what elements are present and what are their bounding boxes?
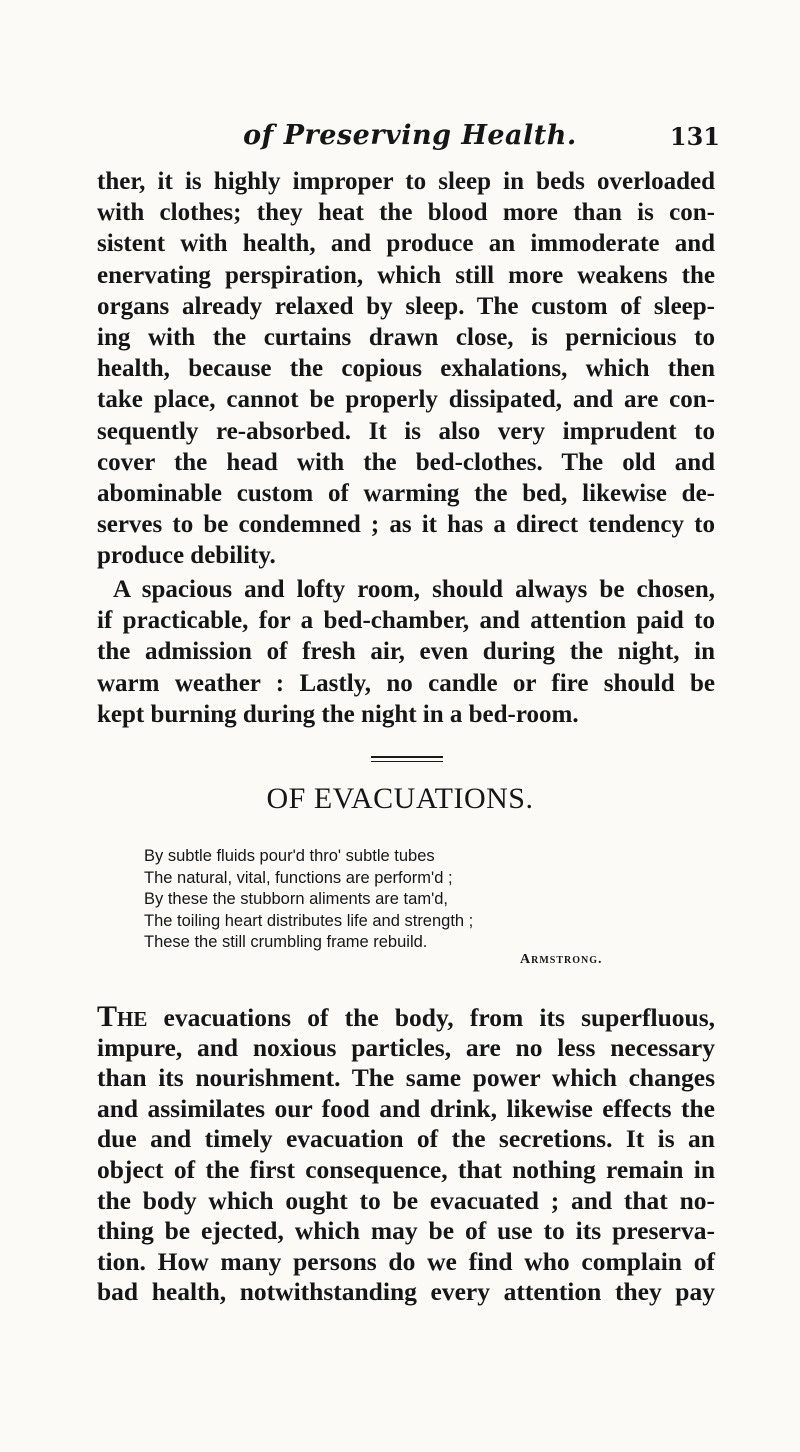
poem-line: The natural, vital, functions are perform'd ; — [144, 868, 453, 887]
page-number: 131 — [669, 122, 720, 151]
text-line: with clothes; they heat the blood more than is con- — [97, 199, 715, 227]
text-line: abominable custom of warming the bed, likewise de- — [97, 479, 715, 507]
first-line-rest: evacuations of the body, from its superfluous, — [147, 1003, 715, 1032]
poem-line: The toiling heart distributes life and strength ; — [144, 911, 474, 930]
text-line: organs already relaxed by sleep. The custom of sleep- — [97, 292, 715, 320]
text-line: health, because the copious exhalations, which then — [97, 355, 715, 383]
text-line: the body which ought to be evacuated ; and that no- — [97, 1185, 715, 1215]
text-line: take place, cannot be properly dissipated, and are con- — [97, 386, 715, 414]
text-line: A spacious and lofty room, should always be chosen, — [113, 576, 715, 603]
text-line: produce debility. — [97, 542, 276, 570]
text-line: warm weather : Lastly, no candle or fire should be — [97, 669, 715, 697]
text-line: thing be ejected, which may be of use to its preserva- — [97, 1216, 715, 1246]
text-line: and assimilates our food and drink, likewise effects the — [97, 1093, 715, 1123]
text-line: if practicable, for a bed-chamber, and attention paid to — [97, 607, 715, 635]
text-line: object of the first consequence, that nothing remain in — [97, 1154, 715, 1184]
text-line-first — [97, 1002, 715, 1033]
text-line: enervating perspiration, which still more weakens the — [97, 261, 715, 289]
poem-line: These the still crumbling frame rebuild. — [144, 933, 428, 952]
section-divider-rule — [371, 756, 443, 765]
poem-line: By subtle fluids pour'd thro' subtle tubes — [144, 847, 435, 865]
paragraph-evacuations — [97, 1002, 715, 1308]
text-line: impure, and noxious particles, are no less necessary — [97, 1032, 715, 1062]
text-line: tion. How many persons do we find who complain of — [97, 1246, 715, 1276]
section-heading: OF EVACUATIONS. — [266, 782, 534, 815]
text-line: ther, it is highly improper to sleep in beds overloaded — [97, 168, 715, 195]
text-line: kept burning during the night in a bed-room. — [97, 700, 579, 728]
poem-attribution: Armstrong. — [520, 952, 603, 967]
running-title: of Preserving Health. — [243, 120, 577, 151]
text-line: cover the head with the bed-clothes. The old and — [97, 448, 715, 476]
text-line: sistent with health, and produce an immoderate and — [97, 230, 715, 258]
text-line: bad health, notwithstanding every attention they pay — [97, 1277, 715, 1307]
text-line: sequently re-absorbed. It is also very imprudent to — [97, 417, 715, 445]
epigraph-poem — [144, 846, 704, 954]
text-line: ing with the curtains drawn close, is pernicious to — [97, 323, 715, 351]
paragraph-sleep-bedding — [97, 166, 715, 571]
text-line: the admission of fresh air, even during the night, in — [97, 638, 715, 666]
drop-word: The — [97, 1000, 148, 1033]
text-line: due and timely evacuation of the secretions. It is an — [97, 1124, 715, 1154]
text-line: than its nourishment. The same power which changes — [97, 1063, 715, 1093]
running-head — [100, 120, 720, 156]
poem-line: By these the stubborn aliments are tam'd, — [144, 890, 448, 909]
paragraph-bed-room — [97, 574, 715, 730]
text-line: serves to be condemned ; as it has a direct tendency to — [97, 511, 715, 539]
